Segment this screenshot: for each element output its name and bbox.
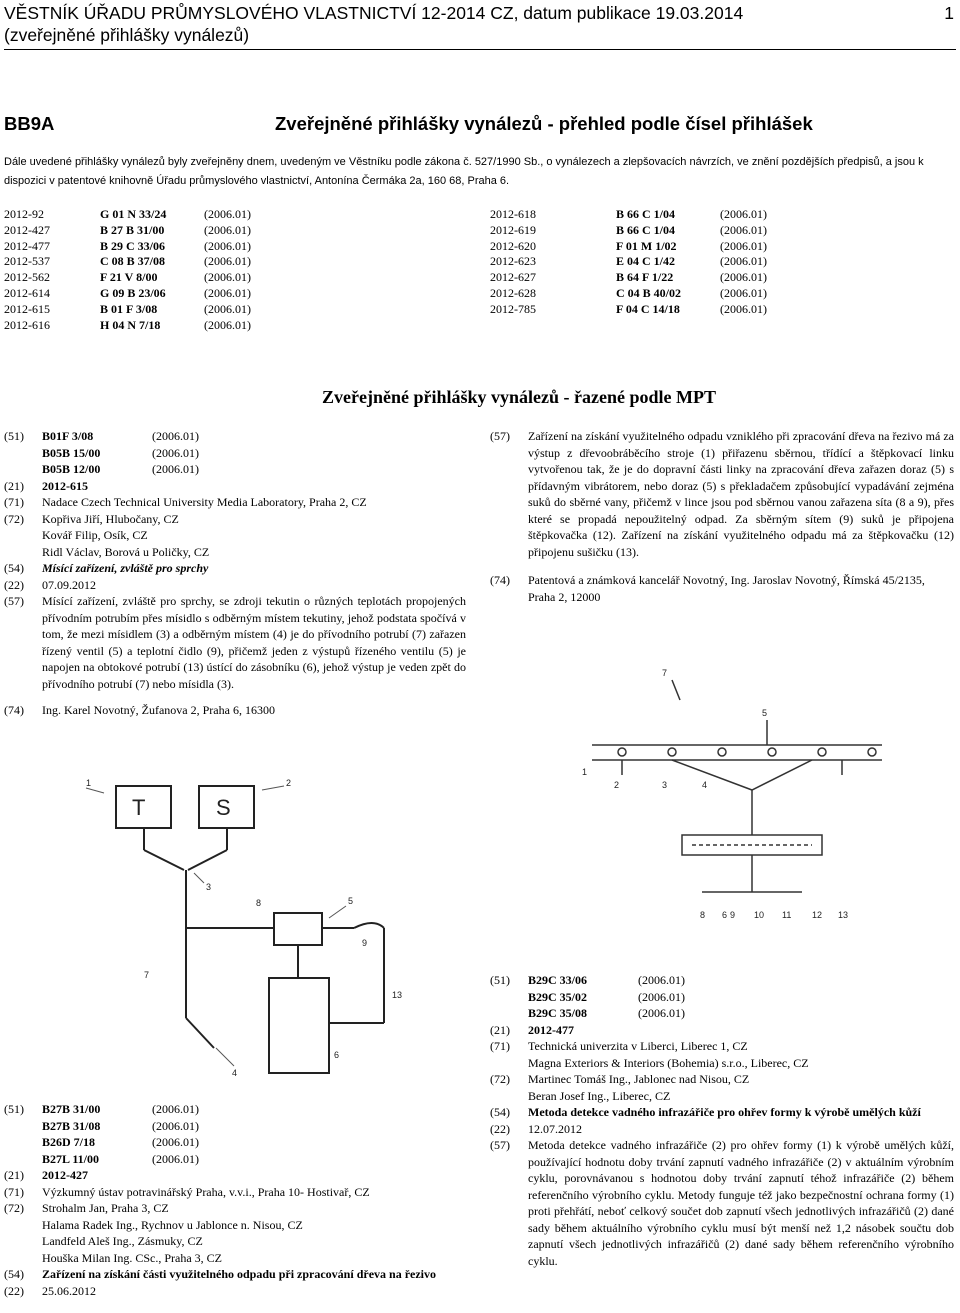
ipc-code: B27L 11/00 xyxy=(42,1151,100,1166)
field-tag: (57) xyxy=(490,1138,510,1152)
abstract: Metoda detekce vadného infrazářiče (2) pro ohřev formy (1) k výrobě umělých kůží, používající hodnotu doby trvání zapnutí vadného infrazářiče (2) v aktuálním výrobním cyklu, porovnávanou s hodnotou doby trvání zapnutí téhož infrazářiče (2) během referenčního výrobního cyklu. Metody funguje též jako bezpečnostní ochrana formy (1) proti přehřátí, neboť celkový součet dob zapnutí všech jednotlivých infrazářičů (2) dané sady během aktuálního výrobního cyklu musí být menší než 1,2 násobek součtu dob zapnutí všech jednotlivých infrazářičů (2) dané sady během referenčního výrobního cyklu. xyxy=(528,1138,954,1268)
ipc-version: (2006.01) xyxy=(152,1151,199,1166)
ref-label: 5 xyxy=(762,708,768,718)
field-tag: (71) xyxy=(4,495,24,509)
ref-label: 6 xyxy=(334,1050,340,1060)
record-2012-427 xyxy=(4,1101,466,1299)
list-item xyxy=(490,285,767,301)
ipc-version: (2006.01) xyxy=(152,1135,199,1149)
classification-version: (2006.01) xyxy=(204,301,251,316)
ipc-code: B05B 15/00 xyxy=(42,445,101,460)
classification: G 01 N 33/24 xyxy=(100,207,167,221)
applicant: Magna Exteriors & Interiors (Bohemia) s.r.o., Liberec, CZ xyxy=(528,1055,809,1070)
ref-label: 12 xyxy=(812,910,823,920)
application-number: 2012-616 xyxy=(4,317,50,332)
ref-label: 2 xyxy=(614,780,620,790)
list-item xyxy=(490,206,767,222)
section-intro: Dále uvedené přihlášky vynálezů byly zveřejněny dnem, uvedeným ve Věstníku podle zákona č. 527/1990 Sb., o vynálezech a zlepšovacích návrzích, ve znění pozdějších předpisů, a jsou k dispozici v patentové knihovně Úřadu průmyslového vlastnictví, Antonína Čermáka 2a, 160 68, Praha 6. xyxy=(4,156,924,187)
ref-label: 3 xyxy=(206,882,212,892)
applicant: Nadace Czech Technical University Media Laboratory, Praha 2, CZ xyxy=(42,495,367,509)
classification-version: (2006.01) xyxy=(204,317,251,332)
ref-label: 8 xyxy=(700,910,706,920)
ref-label: 4 xyxy=(232,1068,238,1078)
ipc-version: (2006.01) xyxy=(638,989,685,1004)
ref-label: 7 xyxy=(662,668,668,678)
inventor: Beran Josef Ing., Liberec, CZ xyxy=(528,1088,671,1103)
record-2012-427-abstract xyxy=(490,428,954,605)
applicant: Výzkumný ústav potravinářský Praha, v.v.i., Praha 10- Hostivař, CZ xyxy=(42,1184,370,1199)
field-tag: (21) xyxy=(490,1022,510,1037)
application-number: 2012-620 xyxy=(490,238,536,253)
ref-label: 1 xyxy=(86,778,92,788)
inventor: Halama Radek Ing., Rychnov u Jablonce n. Nisou, CZ xyxy=(42,1217,303,1232)
ref-label: 2 xyxy=(286,778,292,788)
list-item xyxy=(4,222,251,238)
field-tag: (21) xyxy=(4,1168,24,1182)
record-2012-477 xyxy=(490,972,954,1269)
classification: E 04 C 1/42 xyxy=(616,254,676,269)
classification: B 66 C 1/04 xyxy=(616,207,676,221)
filing-date: 25.06.2012 xyxy=(42,1283,96,1298)
ipc-code: B29C 35/02 xyxy=(528,989,588,1004)
ipc-code: B05B 12/00 xyxy=(42,462,101,476)
classification: H 04 N 7/18 xyxy=(100,317,161,332)
bulletin-header xyxy=(4,2,956,46)
ipc-code: B26D 7/18 xyxy=(42,1135,96,1149)
field-tag: (51) xyxy=(490,973,510,987)
field-tag: (72) xyxy=(4,511,24,526)
application-number: 2012-427 xyxy=(42,1168,88,1182)
field-tag: (22) xyxy=(4,577,24,592)
inventor: Kovář Filip, Osík, CZ xyxy=(42,528,148,542)
field-tag: (54) xyxy=(4,1267,24,1281)
list-item xyxy=(490,238,767,254)
ref-label: 6 xyxy=(722,910,728,920)
classification: F 04 C 14/18 xyxy=(616,301,680,316)
ipc-version: (2006.01) xyxy=(152,1102,199,1116)
inventor: Kopřiva Jiří, Hlubočany, CZ xyxy=(42,511,179,526)
ipc-version: (2006.01) xyxy=(152,445,199,460)
list-item xyxy=(490,253,767,269)
ipc-version: (2006.01) xyxy=(638,973,685,987)
header-divider xyxy=(4,49,956,50)
application-number: 2012-785 xyxy=(490,301,536,316)
bulletin-title: VĚSTNÍK ÚŘADU PRŮMYSLOVÉHO VLASTNICTVÍ 12-2014 CZ, datum publikace 19.03.2014 xyxy=(4,3,744,23)
classification: B 29 C 33/06 xyxy=(100,238,166,253)
codes-list-left xyxy=(4,206,251,332)
ipc-version: (2006.01) xyxy=(152,429,199,443)
field-tag: (71) xyxy=(490,1039,510,1053)
filing-date: 07.09.2012 xyxy=(42,577,96,592)
ipc-version: (2006.01) xyxy=(638,1006,685,1020)
list-item xyxy=(4,301,251,317)
field-tag: (22) xyxy=(490,1121,510,1136)
classification-version: (2006.01) xyxy=(204,207,251,221)
application-number: 2012-562 xyxy=(4,270,50,285)
ipc-code: B29C 33/06 xyxy=(528,973,588,987)
abstract: Mísící zařízení, zvláště pro sprchy, se zdroji tekutin o různých teplotách propojených přívodním potrubím přes mísidlo s odběrným místem tekutiny, jehož podstata spočívá v tom, že mezi mísidlem (3) a odběrným místem (4) je do přívodního potrubí (7) zařazen řízený ventil (5) a teplotní čidlo (9), přičemž jeden z výstupů řízeného ventilu (5) je napojen na obtokové potrubí (13) ústící do zásobníku (6), jehož výstup je veden zpět do přívodního potrubí (7) nebo mísidla (3). xyxy=(42,594,466,691)
wood-processing-line-drawing xyxy=(552,660,882,930)
application-number: 2012-618 xyxy=(490,207,536,221)
ref-label: 11 xyxy=(782,910,792,920)
classification-version: (2006.01) xyxy=(720,238,767,253)
mpt-section-title: Zveřejněné přihlášky vynálezů - řazené podle MPT xyxy=(322,387,716,407)
classification: F 01 M 1/02 xyxy=(616,238,677,253)
field-tag: (74) xyxy=(4,703,24,717)
ipc-version: (2006.01) xyxy=(152,462,199,476)
field-tag: (51) xyxy=(4,429,24,443)
list-item xyxy=(4,238,251,254)
application-number: 2012-615 xyxy=(4,301,50,316)
classification: B 66 C 1/04 xyxy=(616,222,676,237)
box-label-t: T xyxy=(132,795,146,820)
classification-version: (2006.01) xyxy=(720,222,767,237)
field-tag: (57) xyxy=(4,594,24,608)
application-number: 2012-537 xyxy=(4,254,50,269)
inventor: Ridl Václav, Borová u Poličky, CZ xyxy=(42,544,210,559)
box-label-s: S xyxy=(216,795,231,820)
inventor: Martinec Tomáš Ing., Jablonec nad Nisou, CZ xyxy=(528,1072,750,1086)
field-tag: (71) xyxy=(4,1184,24,1199)
field-tag: (51) xyxy=(4,1102,24,1116)
bulletin-subtitle: (zveřejněné přihlášky vynálezů) xyxy=(4,25,250,45)
field-tag: (74) xyxy=(490,573,510,587)
classification-version: (2006.01) xyxy=(720,207,767,221)
classification-version: (2006.01) xyxy=(204,285,251,300)
ref-label: 7 xyxy=(144,970,150,980)
classification-version: (2006.01) xyxy=(720,254,767,269)
classification: C 08 B 37/08 xyxy=(100,254,166,269)
field-tag: (54) xyxy=(4,561,24,575)
application-number: 2012-92 xyxy=(4,207,44,221)
field-tag: (54) xyxy=(490,1105,510,1119)
ref-label: 4 xyxy=(702,780,708,790)
inventor: Strohalm Jan, Praha 3, CZ xyxy=(42,1201,169,1215)
classification-version: (2006.01) xyxy=(720,285,767,300)
attorney: Ing. Karel Novotný, Žufanova 2, Praha 6, 16300 xyxy=(42,703,275,717)
ipc-code: B29C 35/08 xyxy=(528,1006,588,1020)
ref-label: 8 xyxy=(256,898,262,908)
invention-title: Metoda detekce vadného infrazářiče pro ohřev formy k výrobě umělých kůží xyxy=(528,1105,921,1119)
section-code: BB9A xyxy=(4,113,55,134)
ipc-version: (2006.01) xyxy=(152,1118,199,1133)
application-number: 2012-614 xyxy=(4,285,50,300)
classification: G 09 B 23/06 xyxy=(100,285,166,300)
classification-version: (2006.01) xyxy=(204,238,251,253)
list-item xyxy=(4,317,251,333)
application-number: 2012-427 xyxy=(4,222,50,237)
ref-label: 9 xyxy=(730,910,736,920)
ref-label: 13 xyxy=(392,990,403,1000)
field-tag: (57) xyxy=(490,429,510,443)
inventor: Landfeld Aleš Ing., Zásmuky, CZ xyxy=(42,1234,203,1248)
abstract: Zařízení na získání využitelného odpadu vzniklého při zpracování dřeva na řezivo má za výstup z dřevoobráběcího stroje (1) přiřazenu sběrnou, třídící a štěpkovací linku vytvořenou tak, že je do dopravní části linky na zpracování dřeva zařazen doraz (5) s přídavným vibrátorem, nebo doraz (5) s překladačem způsobující vypadávání zejména suků do sběrné vany, přičemž v lince jsou pod sběrnou vanou zařazena síta (8 a 9), přes které se propadá nepoužitelný odpad. Za sběrným sítem (9) suků je připojena štěpkovačka (12). Zařízení na získání využitelného odpadu má za štěpkovačku (12) připojenu sušičku (13). xyxy=(528,429,954,559)
codes-list-right xyxy=(490,206,767,317)
classification: B 27 B 31/00 xyxy=(100,222,165,237)
classification: C 04 B 40/02 xyxy=(616,285,682,300)
application-number: 2012-619 xyxy=(490,222,536,237)
classification-version: (2006.01) xyxy=(204,254,251,269)
inventor: Houška Milan Ing. CSc., Praha 3, CZ xyxy=(42,1250,222,1265)
record-2012-615 xyxy=(4,428,466,719)
ref-label: 1 xyxy=(582,767,588,777)
list-item xyxy=(490,301,767,317)
list-item xyxy=(4,253,251,269)
classification: B 01 F 3/08 xyxy=(100,301,158,316)
list-item xyxy=(490,222,767,238)
mixing-device-drawing xyxy=(84,778,474,1096)
ref-label: 5 xyxy=(348,896,354,906)
classification-version: (2006.01) xyxy=(204,222,251,237)
invention-title: Zařízení na získání části využitelného odpadu při zpracování dřeva na řezivo xyxy=(42,1267,437,1281)
list-item xyxy=(4,269,251,285)
list-item xyxy=(490,269,767,285)
page-number: 1 xyxy=(944,3,954,23)
classification-version: (2006.01) xyxy=(720,301,767,316)
applicant: Technická univerzita v Liberci, Liberec 1, CZ xyxy=(528,1039,748,1053)
classification: F 21 V 8/00 xyxy=(100,270,158,285)
ipc-code: B27B 31/00 xyxy=(42,1102,101,1116)
ref-label: 9 xyxy=(362,938,368,948)
classification-version: (2006.01) xyxy=(204,270,251,285)
section-title: Zveřejněné přihlášky vynálezů - přehled podle čísel přihlášek xyxy=(275,113,813,134)
field-tag: (21) xyxy=(4,478,24,493)
application-number: 2012-615 xyxy=(42,478,88,493)
invention-title: Mísící zařízení, zvláště pro sprchy xyxy=(42,561,209,575)
ipc-code: B27B 31/08 xyxy=(42,1118,101,1133)
ref-label: 13 xyxy=(838,910,849,920)
classification: B 64 F 1/22 xyxy=(616,270,674,285)
ipc-code: B01F 3/08 xyxy=(42,429,94,443)
filing-date: 12.07.2012 xyxy=(528,1121,582,1136)
field-tag: (22) xyxy=(4,1283,24,1298)
field-tag: (72) xyxy=(490,1072,510,1086)
list-item xyxy=(4,206,251,222)
ref-label: 3 xyxy=(662,780,668,790)
application-number: 2012-628 xyxy=(490,285,536,300)
application-number: 2012-477 xyxy=(4,238,50,253)
list-item xyxy=(4,285,251,301)
application-number: 2012-623 xyxy=(490,254,536,269)
application-number: 2012-477 xyxy=(528,1022,574,1037)
ref-label: 10 xyxy=(754,910,765,920)
field-tag: (72) xyxy=(4,1201,24,1215)
application-number: 2012-627 xyxy=(490,270,536,285)
attorney: Patentová a známková kancelář Novotný, Ing. Jaroslav Novotný, Římská 45/2135, Praha 2, 12000 xyxy=(528,573,925,604)
classification-version: (2006.01) xyxy=(720,270,767,285)
